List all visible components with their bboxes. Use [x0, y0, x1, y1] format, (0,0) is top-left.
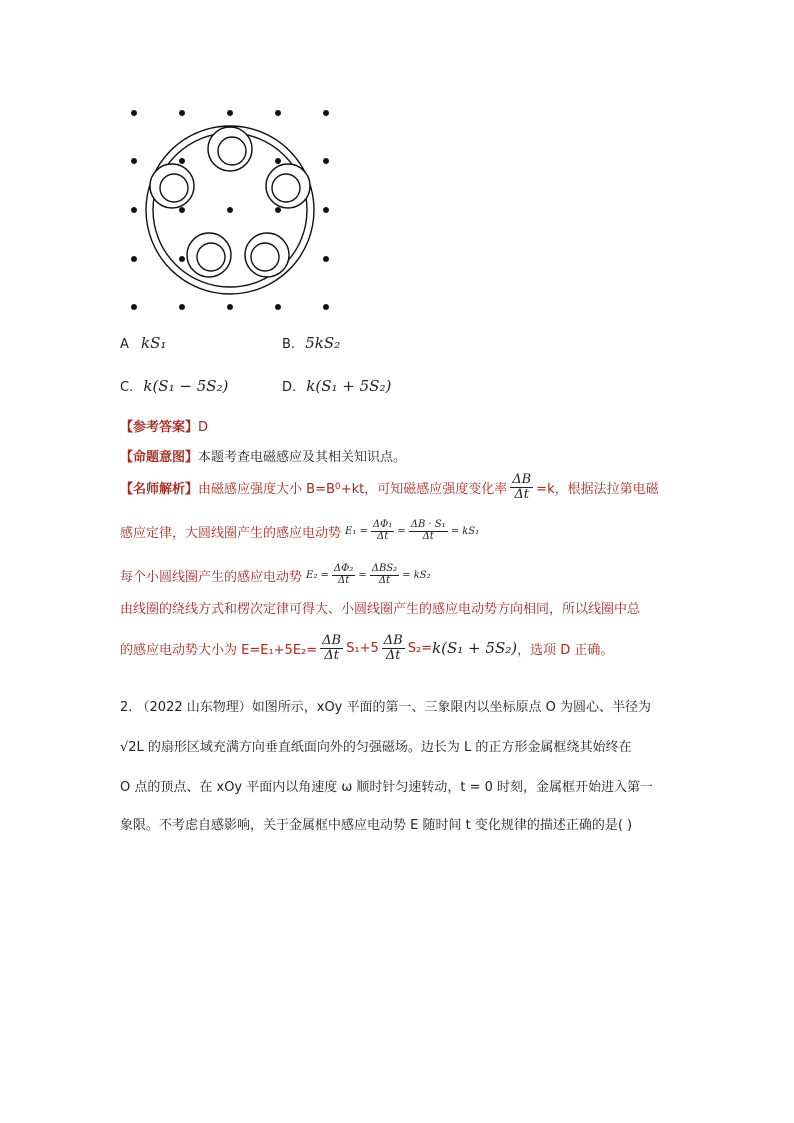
question-intent [120, 446, 406, 465]
option-a-label: A [120, 337, 129, 352]
fraction-denominator: Δt [324, 647, 339, 663]
analysis-line-1 [120, 470, 659, 504]
option-a-formula: kS₁ [141, 334, 167, 352]
analysis-line-2: 感应定律，大圆线圈产生的感应电动势 E₁ = $\frac{\text{ΔΦ₁}}{\Delta t}$ = $\frac{\text{ΔB · S₁}}{\Delta t}$ = kS₁ [120, 519, 480, 542]
option-d[interactable] [282, 377, 391, 395]
fraction-numerator: ΔB · S₁ [410, 519, 446, 530]
emf-e2-fraction-2 [370, 564, 399, 586]
analysis-text: ，选项 D 正确。 [517, 642, 614, 658]
fraction-denominator: Δt [514, 486, 529, 502]
fraction-denominator: Δt [378, 574, 391, 586]
analysis-tag: 【名师解析】 [120, 481, 199, 497]
analysis-text: 由线圈的绕线方式和楞次定律可得大、小圆线圈产生的感应电动势方向相同，所以线圈中总 [120, 602, 641, 617]
option-c-formula: k(S₁ − 5S₂) [143, 377, 229, 395]
question-text: O 点的顶点、在 xOy 平面内以角速度 ω 顺时针匀速转动，t = 0 时刻，金属框开始进入第一 [120, 780, 654, 795]
emf-e1-fraction-1 [371, 520, 394, 542]
emf-e2-fraction-1 [332, 564, 355, 586]
fraction-numerator: ΔBS₂ [371, 563, 398, 574]
option-c[interactable] [120, 377, 228, 395]
fraction-numerator: ΔΦ₁ [372, 519, 393, 530]
reference-answer [120, 416, 208, 435]
emf-e1-lhs: E₁ = [345, 525, 368, 537]
total-rate-fraction-2 [382, 634, 405, 662]
fraction-denominator: Δt [385, 647, 401, 663]
analysis-line-3: 每个小圆线圈产生的感应电动势 E₂ = $\frac{\text{ΔΦ₂}}{\Delta t}$ = $\frac{\text{ΔBS₂}}{\Delta t}$ = kS₂ [120, 563, 431, 586]
question-2-line-4 [120, 814, 632, 833]
option-d-formula: k(S₁ + 5S₂) [306, 377, 392, 395]
analysis-text: S₂= [407, 640, 433, 656]
emf-e1-fraction-2 [409, 520, 448, 542]
option-b[interactable] [282, 334, 340, 352]
fraction-numerator: ΔB [383, 632, 403, 648]
rate-fraction [510, 473, 533, 501]
small-coils [150, 127, 310, 277]
question-text: 2. （2022 山东物理）如图所示，xOy 平面的第一、三象限内以坐标原点 O 为圆心、半径为 [120, 700, 652, 715]
option-b-label: B. [282, 337, 296, 352]
intent-tag: 【命题意图】 [120, 450, 199, 465]
fraction-numerator: ΔB [512, 471, 532, 487]
emf-e2-lhs: E₂ = [306, 569, 329, 581]
option-a[interactable] [120, 334, 166, 352]
emf-e2-rhs: = kS₂ [402, 569, 431, 581]
analysis-subscript: 0 [334, 482, 341, 492]
answer-value: D [198, 420, 209, 435]
question-text: 象限。不考虑自感影响，关于金属框中感应电动势 E 随时间 t 变化规律的描述正确的是( ) [120, 818, 633, 833]
coil-figure [120, 100, 340, 320]
answer-tag: 【参考答案】 [120, 420, 199, 435]
fraction-denominator: Δt [337, 574, 350, 586]
option-c-label: C. [120, 380, 134, 395]
analysis-text: 每个小圆线圈产生的感应电动势 [120, 569, 303, 585]
analysis-text: 的感应电动势大小为 E=E₁+5E₂= [120, 642, 318, 658]
option-b-formula: 5kS₂ [305, 334, 341, 352]
analysis-text: 由磁感应强度大小 B=B [198, 481, 335, 497]
emf-e1-rhs: = kS₁ [450, 525, 480, 537]
question-2-line-2 [120, 736, 631, 755]
analysis-text: S₁+5 [346, 640, 379, 656]
fraction-numerator: ΔΦ₂ [333, 563, 354, 574]
analysis-text: =k，根据法拉第电磁 [536, 481, 659, 497]
total-rate-fraction-1 [320, 634, 343, 662]
option-d-label: D. [282, 380, 297, 395]
analysis-text: +kt，可知磁感应强度变化率 [340, 481, 508, 497]
analysis-line-4 [120, 598, 640, 617]
question-text: √2L 的扇形区域充满方向垂直纸面向外的匀强磁场。边长为 L 的正方形金属框绕其始终在 [120, 740, 632, 755]
intent-text: 本题考查电磁感应及其相关知识点。 [198, 450, 407, 465]
analysis-text: 感应定律，大圆线圈产生的感应电动势 [120, 525, 342, 541]
fraction-denominator: Δt [422, 530, 434, 542]
analysis-line-5 [120, 628, 613, 668]
fraction-denominator: Δt [376, 530, 389, 542]
fraction-numerator: ΔB [322, 632, 342, 648]
question-2-line-1 [120, 696, 651, 715]
question-2-line-3 [120, 776, 653, 795]
total-emf-formula: k(S₁ + 5S₂) [432, 639, 518, 657]
